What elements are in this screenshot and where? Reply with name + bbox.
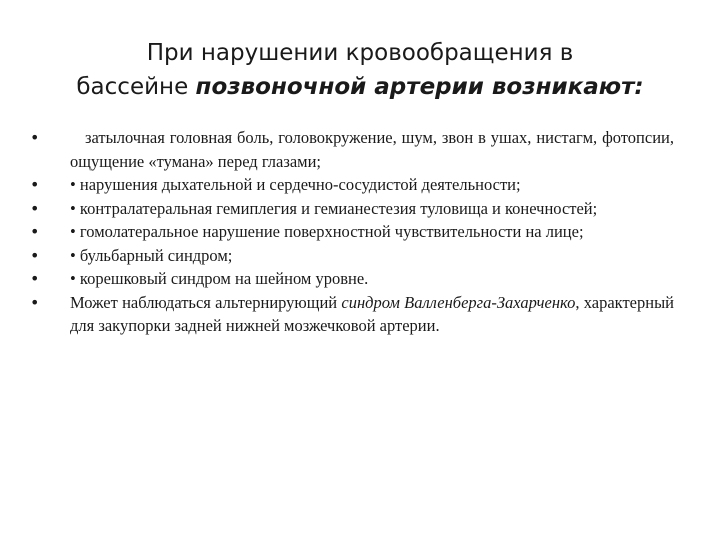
title-line-1: При нарушении кровообращения в — [146, 40, 574, 66]
bullet-icon: • — [30, 269, 40, 288]
list-item — [30, 220, 674, 244]
title-line-2-plain: бассейне — [76, 74, 196, 100]
list-item — [30, 173, 674, 197]
list-item-text: • корешковый синдром на шейном уровне. — [70, 269, 369, 288]
syndrome-name: синдром Валленберга-Захарченко — [341, 292, 576, 312]
bullet-list — [30, 126, 674, 338]
list-item — [30, 267, 674, 291]
list-item — [30, 126, 674, 173]
bullet-icon: • — [30, 245, 40, 265]
list-item — [30, 244, 674, 268]
list-item-text: • контралатеральная гемиплегия и гемианестезия туловища и конечностей; — [70, 198, 598, 218]
list-item-text: затылочная головная боль, головокружение, шум, звон в ушах, нистагм, фотопсии, ощущение «тумана» перед глазами; — [70, 128, 674, 171]
list-item-text: • бульбарный синдром; — [70, 245, 233, 265]
bullet-icon: • — [30, 128, 40, 147]
title-line-2 — [30, 70, 690, 104]
bullet-icon: • — [30, 198, 40, 218]
list-item-text-before: Может наблюдаться альтернирующий — [70, 292, 342, 312]
bullet-icon: • — [30, 222, 40, 241]
bullet-icon: • — [30, 292, 40, 312]
list-item-text: • нарушения дыхательной и сердечно-сосудистой деятельности; — [70, 175, 521, 194]
slide-title — [30, 36, 690, 104]
list-item-text-after: , характерный для закупорки задней нижней мозжечковой артерии. — [70, 292, 674, 335]
list-item — [30, 197, 674, 221]
list-item-text: • гомолатеральное нарушение поверхностной чувствительности на лице; — [70, 222, 584, 241]
title-line-2-emphasis: позвоночной артерии возникают: — [195, 74, 644, 100]
bullet-icon: • — [30, 175, 40, 194]
list-item — [30, 291, 674, 338]
